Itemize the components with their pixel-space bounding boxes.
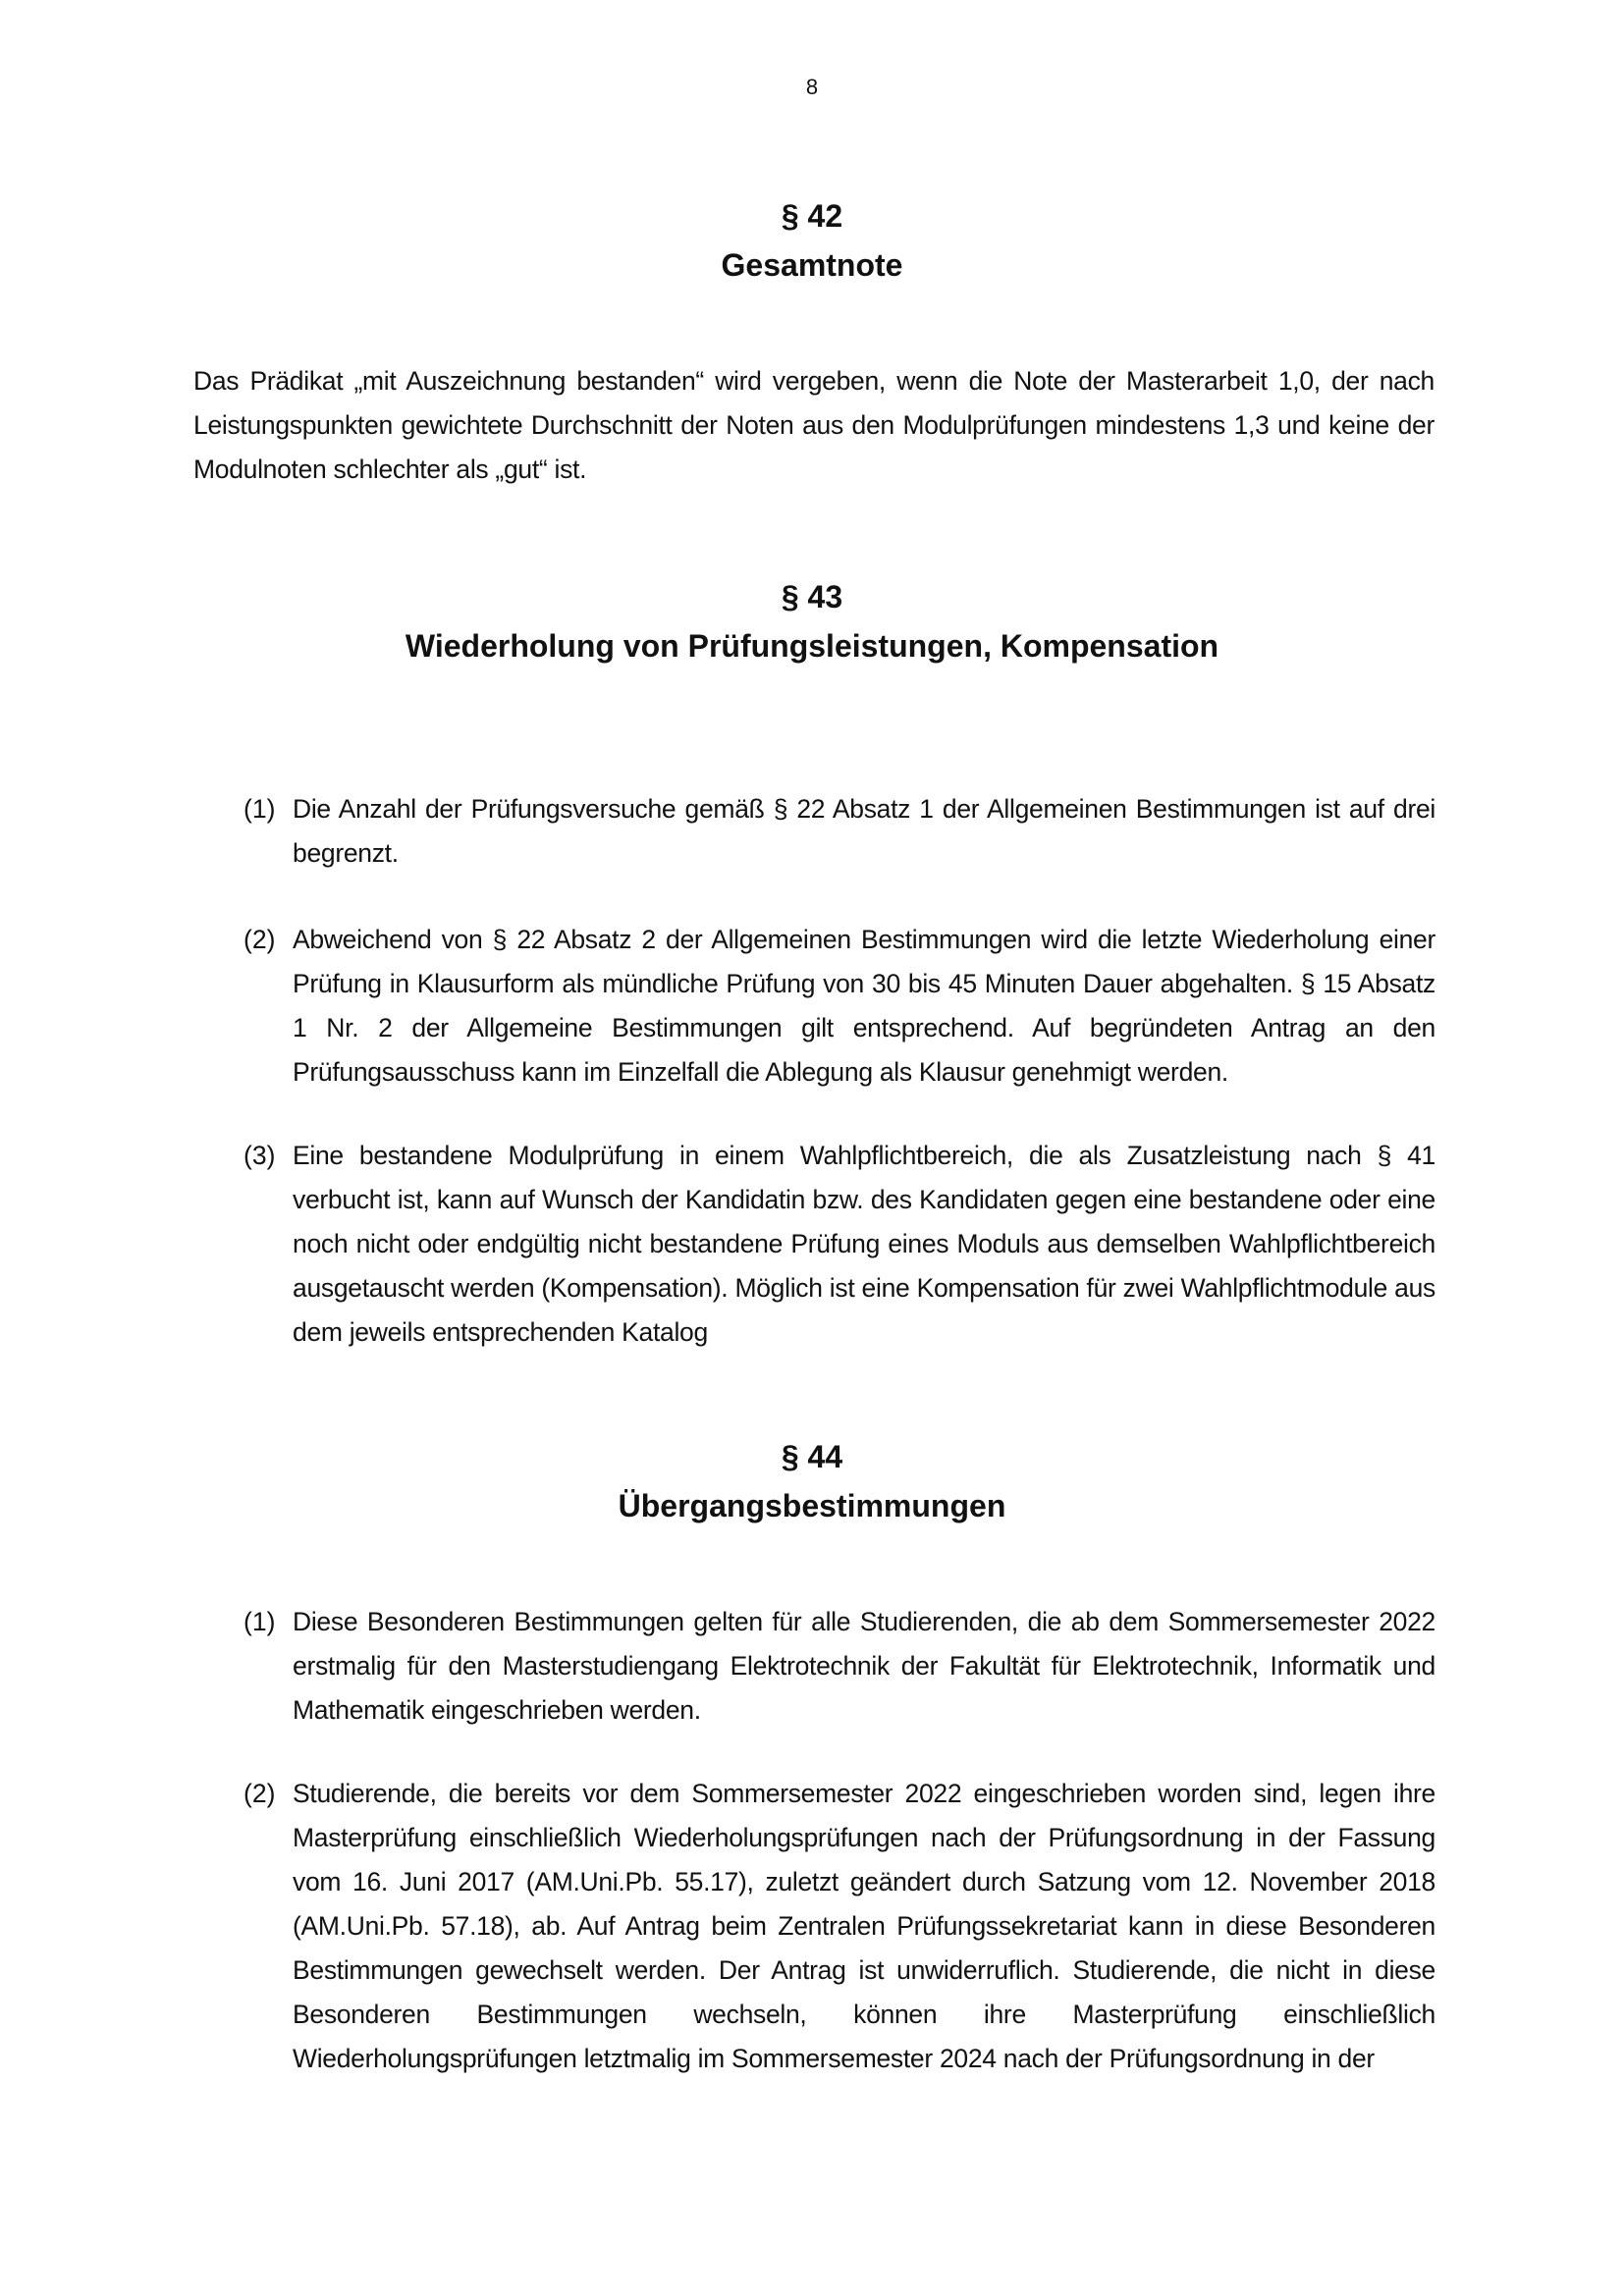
item-label: (3) [244, 1141, 276, 1170]
section-title: Gesamtnote [721, 247, 903, 283]
list-item [244, 787, 1435, 876]
item-text: Studierende, die bereits vor dem Sommersemester 2022 eingeschrieben worden sind, legen ihre Masterprüfung einschließlich Wiederholungsprüfungen nach der Prüfungsordnung in der Fassung vom 16. Juni 2017 (AM.Uni.Pb. 55.17), zuletzt geändert durch Satzung vom 12. November 2018 (AM.Uni.Pb. 57.18), ab. Auf Antrag beim Zentralen Prüfungssekretariat kann in diese Besonderen Bestimmungen gewechselt werden. Der Antrag ist unwiderruflich. Studierende, die nicht in diese Besonderen Bestimmungen wechseln, können ihre Masterprüfung einschließlich Wiederholungsprüfungen letztmalig im Sommersemester 2024 nach der Prüfungsordnung in der [293, 1779, 1435, 2073]
list-item [244, 1772, 1435, 2081]
section-43-heading [0, 573, 1624, 671]
list-item [244, 1134, 1435, 1355]
section-42-heading [0, 192, 1624, 291]
section-42-paragraph: Das Prädikat „mit Auszeichnung bestanden“ wird vergeben, wenn die Note der Masterarbeit 1,0, der nach Leistungspunkten gewichtete Durchschnitt der Noten aus den Modulprüfungen mindestens 1,3 und keine der Modulnoten schlechter als „gut“ ist. [193, 366, 1435, 484]
item-label: (1) [244, 794, 276, 824]
item-label: (2) [244, 925, 276, 954]
section-title: Wiederholung von Prüfungsleistungen, Kompensation [405, 628, 1219, 664]
section-number: § 44 [781, 1439, 843, 1474]
item-text: Diese Besonderen Bestimmungen gelten für alle Studierenden, die ab dem Sommersemester 2022 erstmalig für den Masterstudiengang Elektrotechnik der Fakultät für Elektrotechnik, Informatik und Mathematik eingeschrieben werden. [293, 1607, 1435, 1725]
item-text: Eine bestandene Modulprüfung in einem Wahlpflichtbereich, die als Zusatzleistung nach § 41 verbucht ist, kann auf Wunsch der Kandidatin bzw. des Kandidaten gegen eine bestandene oder eine noch nicht oder endgültig nicht bestandene Prüfung eines Moduls aus demselben Wahlpflichtbereich ausgetauscht werden (Kompensation). Möglich ist eine Kompensation für zwei Wahlpflichtmodule aus dem jeweils entsprechenden Katalog [293, 1141, 1435, 1347]
item-label: (1) [244, 1607, 276, 1636]
page-number: 8 [805, 75, 819, 99]
section-title: Übergangsbestimmungen [618, 1488, 1006, 1523]
item-label: (2) [244, 1779, 276, 1808]
item-text: Abweichend von § 22 Absatz 2 der Allgemeinen Bestimmungen wird die letzte Wiederholung einer Prüfung in Klausurform als mündliche Prüfung von 30 bis 45 Minuten Dauer abgehalten. § 15 Absatz 1 Nr. 2 der Allgemeine Bestimmungen gilt entsprechend. Auf begründeten Antrag an den Prüfungsausschuss kann im Einzelfall die Ablegung als Klausur genehmigt werden. [293, 925, 1435, 1087]
section-number: § 42 [781, 198, 843, 234]
list-item [244, 918, 1435, 1095]
list-item [244, 1600, 1435, 1733]
section-44-heading [0, 1433, 1624, 1531]
item-text: Die Anzahl der Prüfungsversuche gemäß § 22 Absatz 1 der Allgemeinen Bestimmungen ist auf drei begrenzt. [293, 794, 1435, 868]
section-number: § 43 [781, 579, 843, 614]
